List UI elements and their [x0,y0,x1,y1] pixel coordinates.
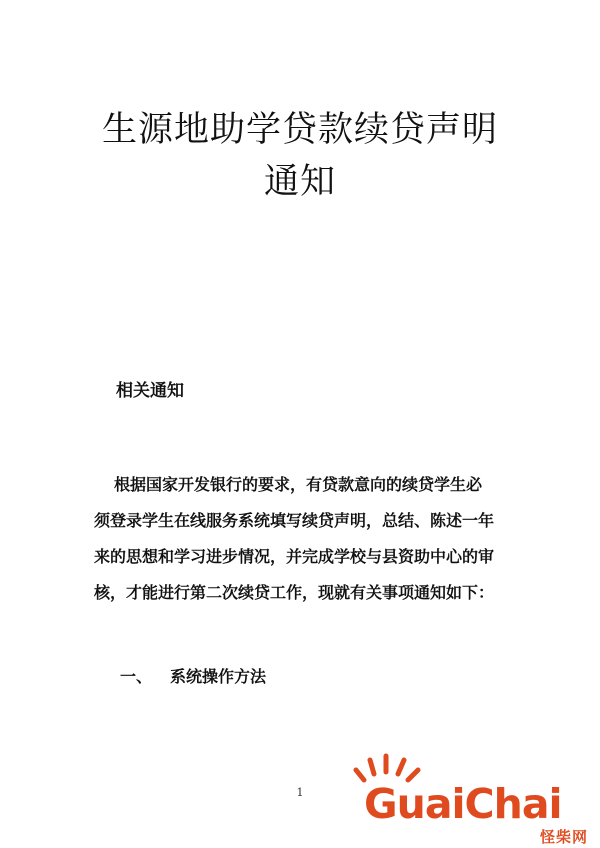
watermark-logo [352,750,592,846]
document-title-line-2: 通知 [263,162,336,202]
section-number: 一、 [120,667,153,686]
numbered-section-title [120,664,266,687]
paragraph-line-3: 来的思想和学习进步情况，并完成学校与县资助中心的审 [94,547,495,566]
paragraph-line-2: 须登录学生在线服务系统填写续贷声明，总结、陈述一年 [94,511,495,530]
watermark-brand: GuaiChai [364,780,562,828]
watermark-brand-cn: 怪柴网 [539,828,588,846]
document-title-line-1: 生源地助学贷款续贷声明 [101,110,498,150]
paragraph-line-4: 核，才能进行第二次续贷工作，现就有关事项通知如下： [94,583,495,602]
page-number: 1 [296,786,304,799]
paragraph-line-1: 根据国家开发银行的要求，有贷款意向的续贷学生必 [114,475,483,494]
section-heading: 相关通知 [116,381,184,401]
section-title-text: 系统操作方法 [170,667,267,686]
body-paragraph [94,467,514,611]
